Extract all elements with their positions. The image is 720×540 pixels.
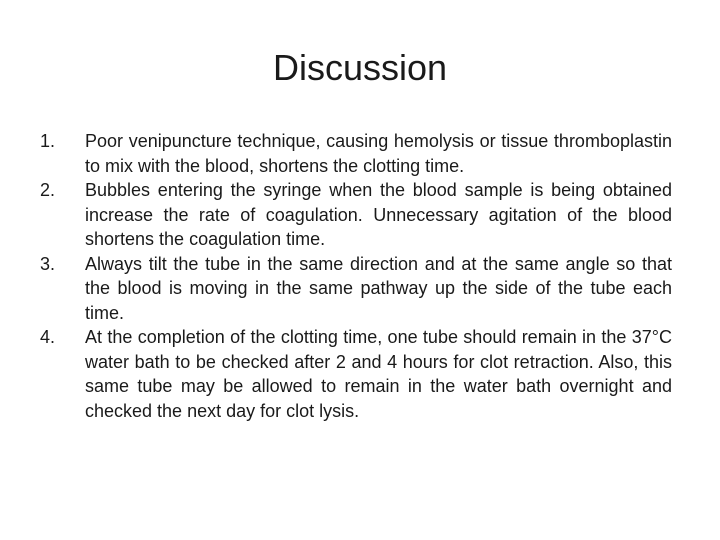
list-item — [40, 178, 672, 252]
list-item-number: 4. — [40, 327, 56, 347]
list-item — [40, 129, 672, 178]
list-item-text: At the completion of the clotting time, one tube should remain in the 37°C water bath to be checked after 2 and 4 hours for clot retraction. Also, this same tube may be allowed to remain in the water bath overnight and checked the next day for clot lysis. — [85, 327, 672, 421]
list-item-number: 1. — [40, 131, 56, 151]
list-item-text: Bubbles entering the syringe when the blood sample is being obtained increase the rate of coagulation. Unnecessary agitation of the blood shortens the coagulation time. — [85, 180, 672, 249]
list-item — [40, 252, 672, 326]
discussion-list — [40, 129, 672, 423]
slide-title: Discussion — [272, 47, 448, 88]
list-item-number: 2. — [40, 180, 56, 200]
list-item-number: 3. — [40, 253, 56, 274]
list-item-text: Always tilt the tube in the same direction and at the same angle so that the blood is moving in the same pathway up the side of the tube each time. — [85, 253, 672, 323]
list-item — [40, 325, 672, 423]
list-item-text: Poor venipuncture technique, causing hemolysis or tissue thromboplastin to mix with the blood, shortens the clotting time. — [85, 131, 672, 176]
